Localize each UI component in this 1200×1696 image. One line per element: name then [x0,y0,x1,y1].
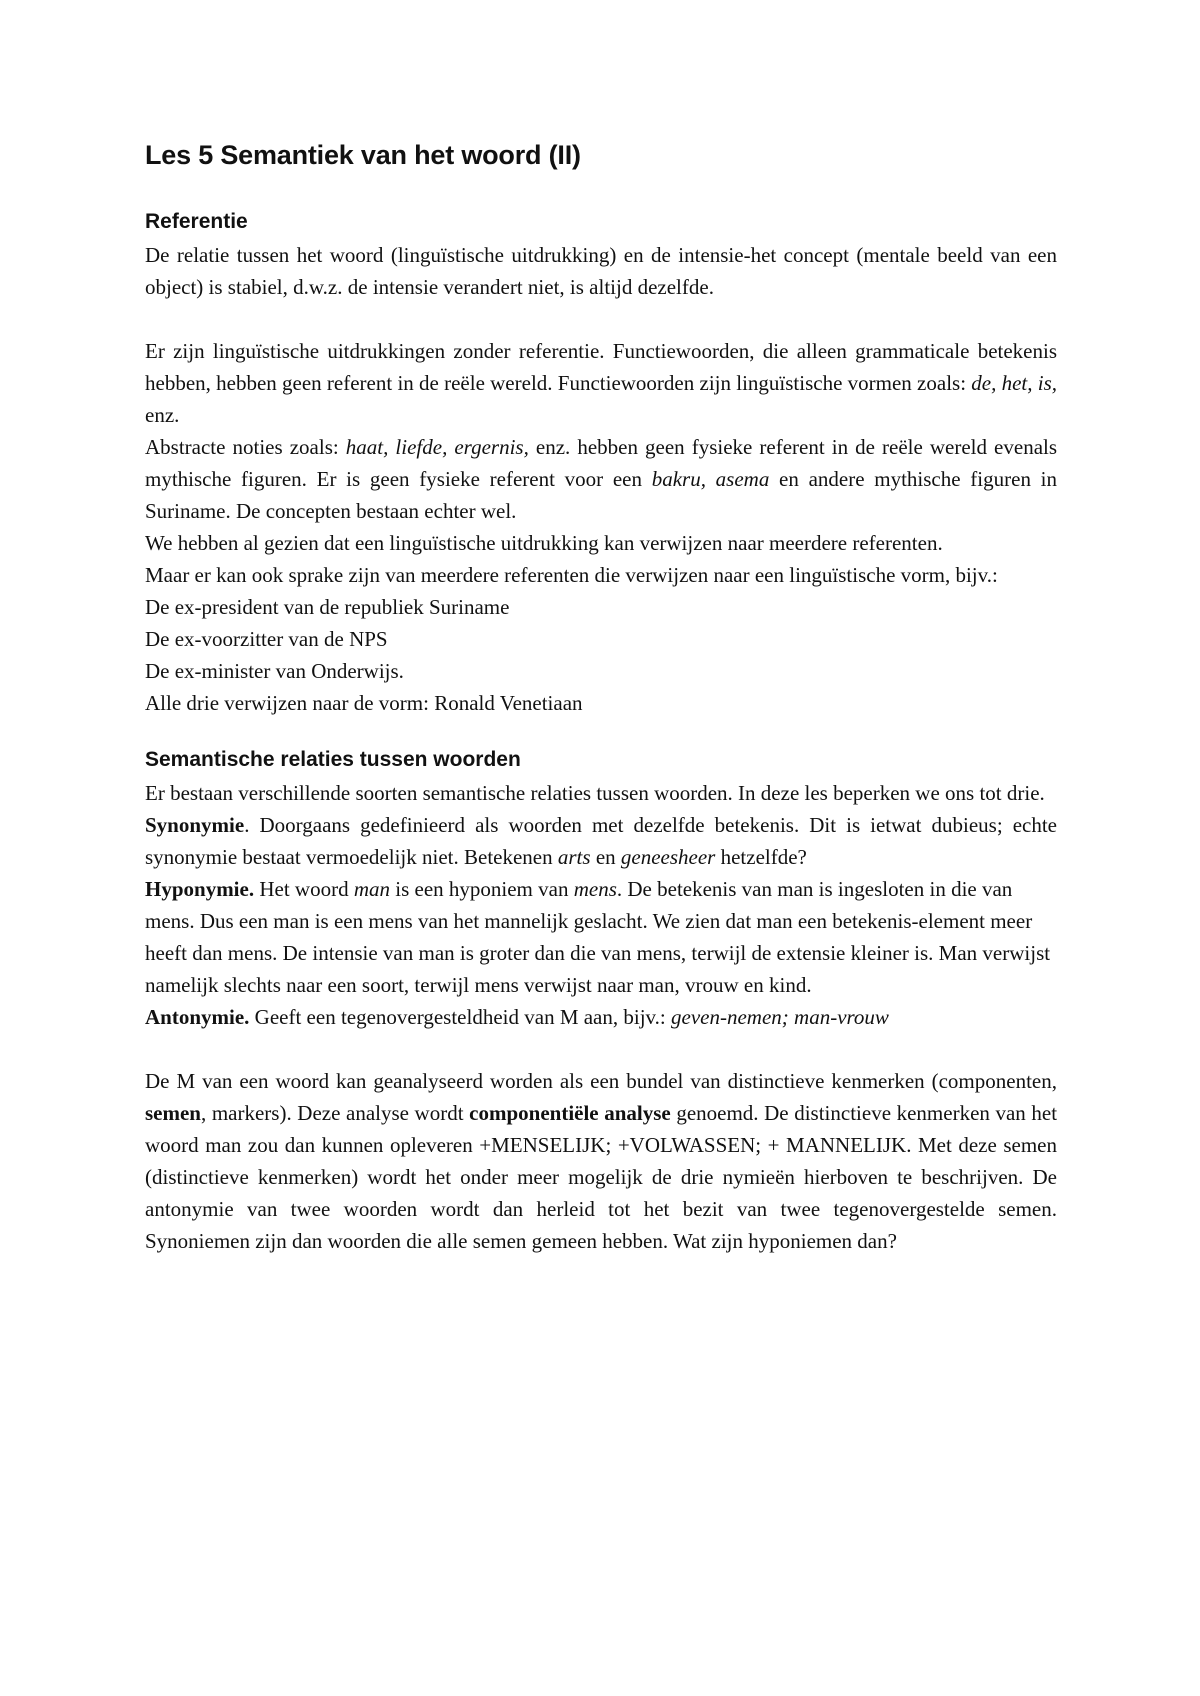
term-synonymie: Synonymie [145,813,245,837]
example-line: De ex-president van de republiek Suriname [145,595,510,619]
paragraph-spacer [145,1033,1057,1065]
paragraph-referentie-definition: De relatie tussen het woord (linguïstische uitdrukking) en de intensie-het concept (mentale beeld van een object) is stabiel, d.w.z. de intensie verandert niet, is altijd dezelfde. [145,243,1057,299]
section-spacer [145,719,1057,743]
term-semen: semen [145,1101,201,1125]
example-line: Alle drie verwijzen naar de vorm: Ronald Venetiaan [145,691,583,715]
example-words: bakru, asema [651,467,770,491]
paragraph-relaties-intro: Er bestaan verschillende soorten semantische relaties tussen woorden. In deze les beperken we ons tot drie. [145,781,1045,805]
document-body [145,140,1057,1257]
term-componentiele-analyse: componentiële analyse [469,1101,671,1125]
paragraph-componentiele-analyse: De M van een woord kan geanalyseerd worden als een bundel van distinctieve kenmerken (componenten, semen, markers). Deze analyse wordt componentiële analyse genoemd. De distinctieve kenmerken van het woord man zou dan kunnen opleveren +MENSELIJK; +VOLWASSEN; + MANNELIJK. Met deze semen (distinctieve kenmerken) wordt het onder meer mogelijk de drie nymieën hierboven te beschrijven. De antonymie van twee woorden wordt dan herleid tot het bezit van twee tegenovergestelde semen. Synoniemen zijn dan woorden die alle semen gemeen hebben. Wat zijn hyponiemen dan? [145,1069,1058,1253]
term-antonymie: Antonymie. [145,1005,250,1029]
paragraph-hyponymie: Hyponymie. Het woord man is een hyponiem van mens. De betekenis van man is ingesloten in die van mens. Dus een man is een mens van het mannelijk geslacht. We zien dat man een betekenis-element meer heeft dan mens. De intensie van man is groter dan die van mens, terwijl de extensie kleiner is. Man verwijst namelijk slechts naar een soort, terwijl mens verwijst naar man, vrouw en kind. [145,877,1051,997]
paragraph-spacer [145,303,1057,335]
term-hyponymie: Hyponymie. [145,877,255,901]
example-words: de, het, is, [971,371,1058,395]
paragraph-abstracte-noties: Abstracte noties zoals: haat, liefde, ergernis, enz. hebben geen fysieke referent in de reële wereld evenals mythische figuren. Er is geen fysieke referent voor een bakru, asema en andere mythische figuren in Suriname. De concepten bestaan echter wel. [145,435,1058,523]
paragraph-synonymie: Synonymie. Doorgaans gedefinieerd als woorden met dezelfde betekenis. Dit is ietwat dubieus; echte synonymie bestaat vermoedelijk niet. Betekenen arts en geneesheer hetzelfde? [145,813,1057,869]
paragraph-meerdere-referenten: We hebben al gezien dat een linguïstische uitdrukking kan verwijzen naar meerdere referenten. [145,531,943,555]
section-heading-relaties: Semantische relaties tussen woorden [145,748,521,771]
section-heading-referentie: Referentie [145,210,248,233]
example-words: haat, liefde, ergernis, [345,435,529,459]
paragraph-linguistische-vorm: Maar er kan ook sprake zijn van meerdere referenten die verwijzen naar een linguïstische vorm, bijv.: [145,563,998,587]
paragraph-functiewoorden: Er zijn linguïstische uitdrukkingen zonder referentie. Functiewoorden, die alleen grammaticale betekenis hebben, hebben geen referent in de reële wereld. Functiewoorden zijn linguïstische vormen zoals: de, het, is, enz. [145,339,1058,427]
example-line: De ex-voorzitter van de NPS [145,627,388,651]
paragraph-antonymie: Antonymie. Geeft een tegenovergesteldheid van M aan, bijv.: geven-nemen; man-vrouw [145,1005,889,1029]
example-line: De ex-minister van Onderwijs. [145,659,404,683]
page-title: Les 5 Semantiek van het woord (II) [145,140,581,170]
